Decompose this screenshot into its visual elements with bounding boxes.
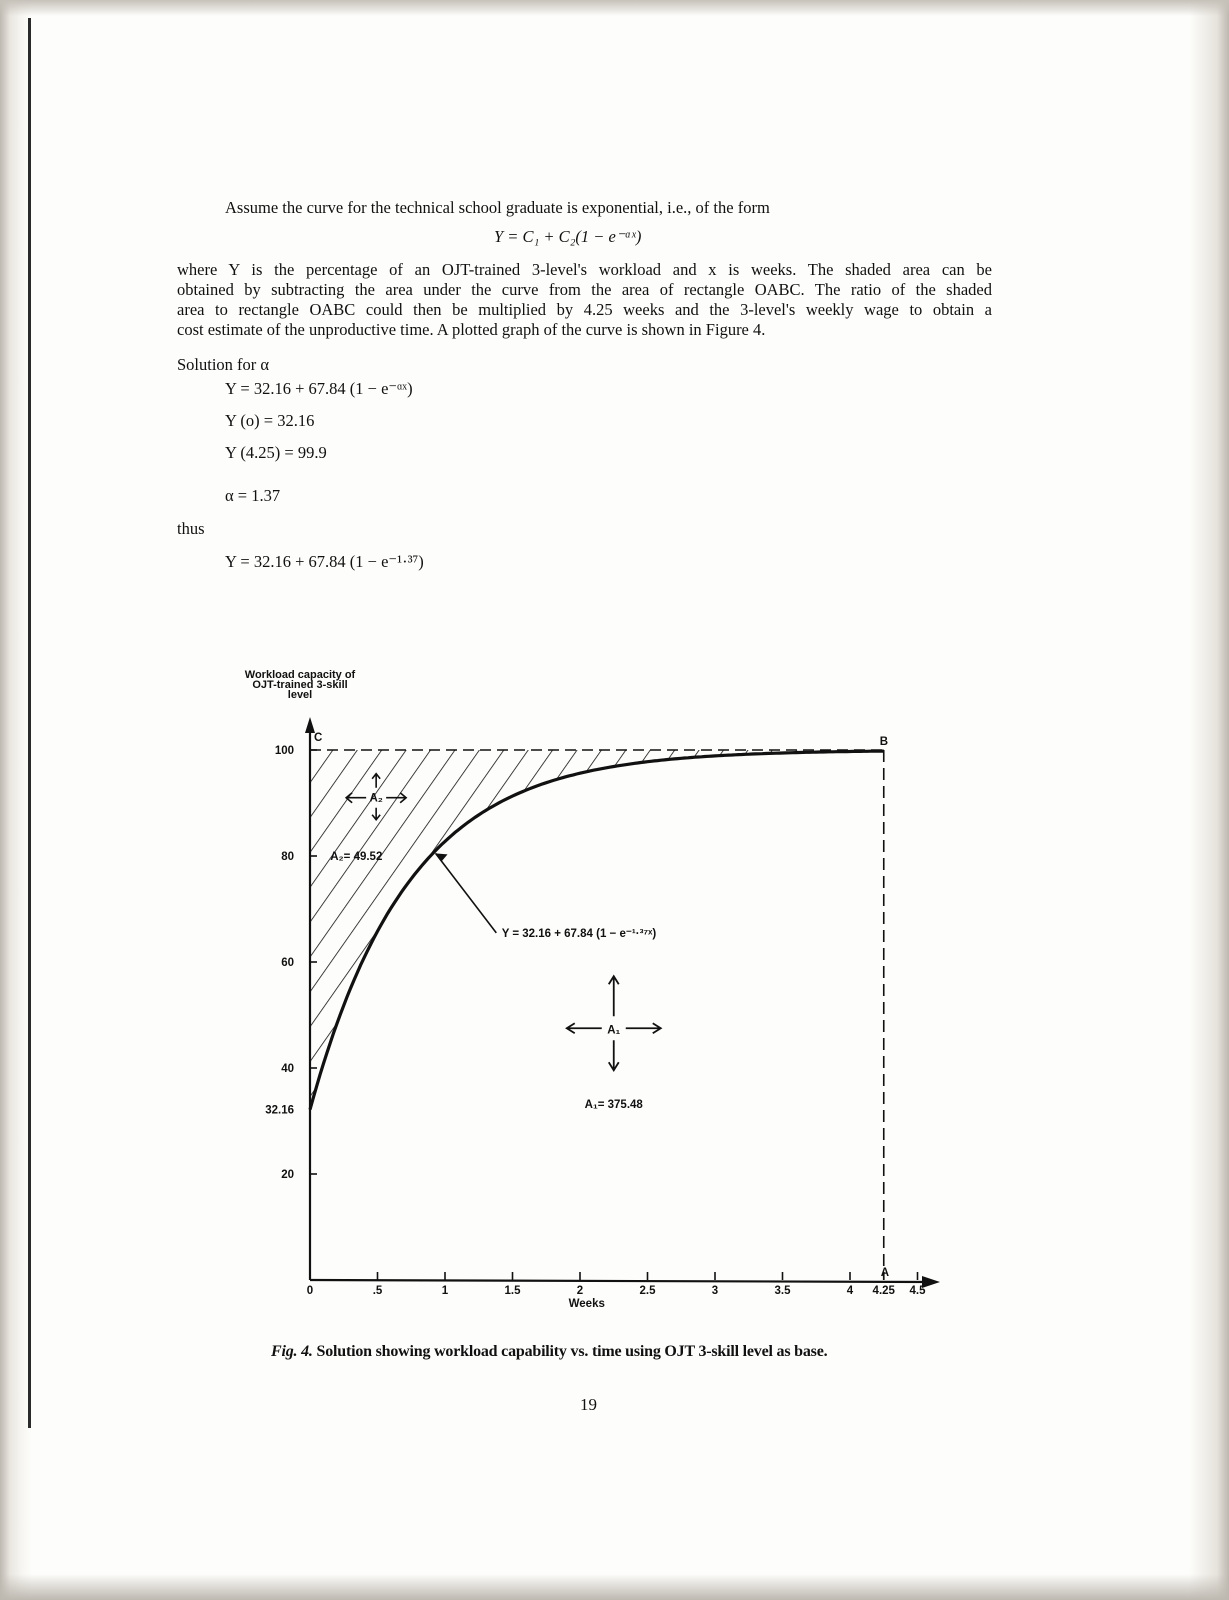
x-tick-label: 0 [306, 1285, 314, 1297]
area1-arrow-up [609, 976, 619, 1016]
x-tick-label: 3 [711, 1285, 719, 1297]
x-tick-label: 3.5 [774, 1285, 791, 1297]
x-tick-label: 1.5 [504, 1285, 521, 1297]
x-tick-label: 4 [846, 1285, 854, 1297]
figure-caption [271, 1343, 827, 1361]
caption-text: Solution showing workload capability vs. time using OJT 3-skill level as base. [316, 1343, 828, 1360]
equation-4: α = 1.37 [225, 486, 281, 505]
paragraph-line: area to rectangle OABC could then be multiplied by 4.25 weeks and the 3-level's weekly wage to obtain a [177, 300, 992, 319]
x-tick-label: 4.25 [872, 1285, 895, 1297]
scan-edge-right [1189, 0, 1229, 1600]
corner-label-a: A [880, 1267, 890, 1279]
equation-5: Y = 32.16 + 67.84 (1 − e⁻¹·³⁷) [225, 552, 424, 571]
paragraph-line: cost estimate of the unproductive time. A plotted graph of the curve is shown in Figure 4. [177, 320, 766, 339]
area1-arrow-left [567, 1023, 602, 1033]
area2-label: A₂ [369, 792, 383, 805]
x-tick-label: 2.5 [639, 1285, 656, 1297]
y-axis-arrow [305, 717, 315, 733]
curve-equation-label: Y = 32.16 + 67.84 (1 − e⁻¹·³⁷ˣ) [501, 927, 657, 940]
x-tick-label: 2 [576, 1285, 584, 1297]
area1-label: A₁ [607, 1024, 621, 1037]
x-tick-label: 4.5 [909, 1285, 926, 1297]
area1-arrow-right [626, 1023, 661, 1033]
corner-label-c: C [314, 732, 323, 744]
y-tick-label: 32.16 [265, 1104, 294, 1117]
y-tick-label: 40 [281, 1063, 294, 1075]
scan-edge-bottom [0, 1574, 1229, 1600]
left-margin-rule [28, 18, 31, 1428]
x-tick-label: 1 [441, 1285, 449, 1297]
curve-label-arrowhead [436, 853, 448, 861]
y-axis-label-line: level [287, 689, 313, 701]
y-tick-label: 60 [281, 957, 294, 969]
paragraph-line: where Y is the percentage of an OJT-trained 3-level's workload and x is weeks. The shaded area can be [177, 260, 992, 279]
y-axis-label-line: OJT-trained 3-skill [252, 679, 348, 691]
equation-2: Y (o) = 32.16 [225, 411, 315, 430]
area1-value: A₁= 375.48 [584, 1098, 643, 1111]
equation-3: Y (4.25) = 99.9 [225, 443, 327, 462]
y-axis-label-line: Workload capacity of [244, 669, 356, 681]
y-tick-label: 100 [274, 745, 294, 757]
figure-4-chart [228, 655, 948, 1315]
corner-label-b: B [879, 736, 889, 748]
scan-edge-top [0, 0, 1229, 16]
x-tick-label: .5 [372, 1285, 383, 1297]
area2-value: A₂= 49.52 [330, 851, 383, 863]
intro-line: Assume the curve for the technical school graduate is exponential, i.e., of the form [225, 198, 770, 217]
page-number: 19 [580, 1395, 597, 1414]
solution-heading: Solution for α [177, 355, 270, 374]
y-tick-label: 80 [281, 851, 294, 863]
chart-svg [228, 655, 948, 1315]
equation-1: Y = 32.16 + 67.84 (1 − e⁻ᵅˣ) [225, 379, 413, 398]
paragraph-line: obtained by subtracting the area under the curve from the area of rectangle OABC. The ratio of the shaded [177, 280, 992, 299]
intro-formula: Y = C₁ + C₂(1 − e⁻ᵅˣ) [494, 227, 642, 246]
area1-arrow-down [609, 1040, 619, 1070]
x-axis-label: Weeks [568, 1298, 605, 1310]
caption-fig-label: Fig. 4. [271, 1343, 313, 1360]
x-axis [310, 1280, 933, 1282]
y-tick-label: 20 [281, 1169, 294, 1181]
curve-label-leader [436, 853, 497, 933]
thus-label: thus [177, 519, 205, 538]
